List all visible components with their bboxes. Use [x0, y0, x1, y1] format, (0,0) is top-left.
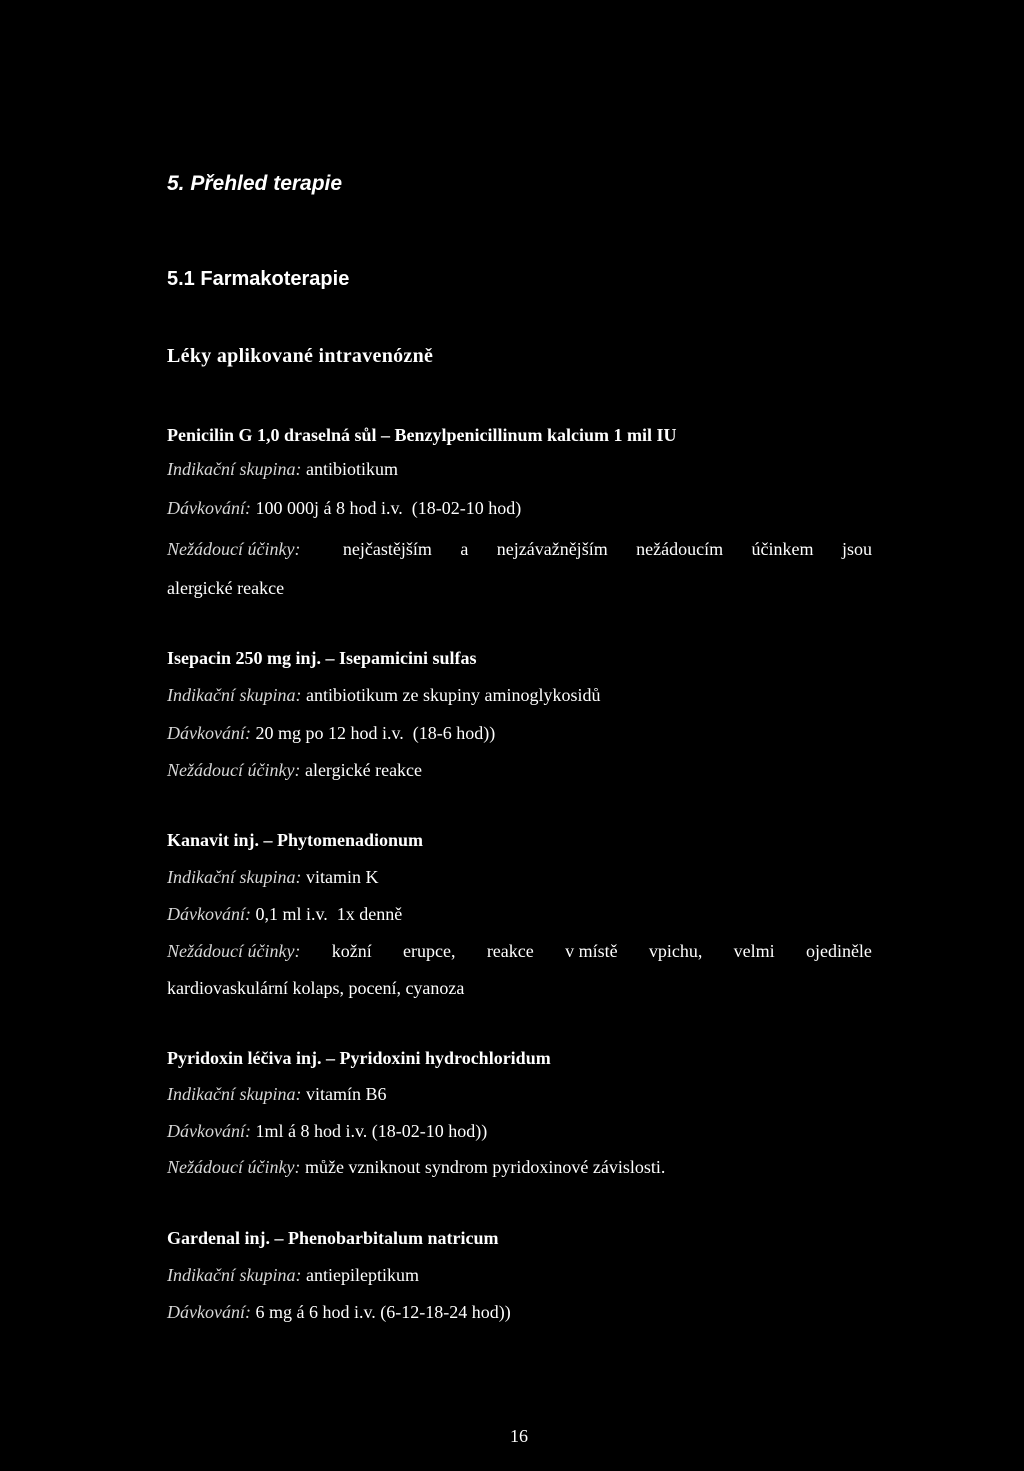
- side-effects-row: [167, 1157, 665, 1178]
- indication-label: Indikační skupina:: [167, 685, 302, 705]
- drug-indication-row: [167, 1084, 386, 1105]
- dosage-value: 6 mg á 6 hod i.v. (6-12-18-24 hod)): [255, 1302, 511, 1322]
- indication-value: antibiotikum ze skupiny aminoglykosidů: [305, 685, 601, 705]
- drug-indication-row: [167, 867, 378, 888]
- side-effects-row: [167, 760, 422, 781]
- dosage-value: 1ml á 8 hod i.v. (18-02-10 hod)): [255, 1121, 488, 1141]
- side-effects-word: kožní: [331, 941, 372, 961]
- side-effects-word: vpichu,: [648, 941, 703, 961]
- indication-label: Indikační skupina:: [167, 867, 302, 887]
- drug-indication-row: [167, 1265, 419, 1286]
- side-effects-continuation: alergické reakce: [167, 578, 285, 598]
- dosage-label: Dávkování:: [167, 1302, 251, 1322]
- drug-title-kanavit: Kanavit inj. – Phytomenadionum: [167, 830, 424, 850]
- side-effects-word: v místě: [565, 941, 618, 961]
- side-effects-value: alergické reakce: [304, 760, 423, 780]
- side-effects-word: účinkem: [751, 539, 814, 559]
- drug-dosage-row: [167, 498, 521, 519]
- side-effects-word: nežádoucím: [636, 539, 724, 559]
- indication-label: Indikační skupina:: [167, 1084, 302, 1104]
- dosage-label: Dávkování:: [167, 904, 251, 924]
- side-effects-label: Nežádoucí účinky:: [167, 941, 301, 961]
- side-effects-label: Nežádoucí účinky:: [167, 760, 301, 780]
- side-effects-word: velmi: [733, 941, 775, 961]
- indication-value: vitamín B6: [305, 1084, 387, 1104]
- side-effects-row: [167, 539, 872, 560]
- side-effects-word: erupce,: [403, 941, 456, 961]
- subsection-title: 5.1 Farmakoterapie: [167, 268, 350, 290]
- drug-dosage-row: [167, 723, 495, 744]
- dosage-label: Dávkování:: [167, 498, 251, 518]
- drug-dosage-row: [167, 1302, 511, 1323]
- drug-title-isepacin: Isepacin 250 mg inj. – Isepamicini sulfas: [167, 648, 477, 668]
- dosage-value: 0,1 ml i.v. 1x denně: [255, 904, 403, 924]
- drug-dosage-row: [167, 904, 402, 925]
- drug-indication-row: [167, 685, 600, 706]
- side-effects-row: [167, 941, 872, 962]
- indication-value: antibiotikum: [305, 459, 398, 479]
- drug-dosage-row: [167, 1121, 487, 1142]
- side-effects-label: Nežádoucí účinky:: [167, 1157, 301, 1177]
- indication-label: Indikační skupina:: [167, 1265, 302, 1285]
- side-effects-word: nejzávažnějším: [496, 539, 608, 559]
- indication-label: Indikační skupina:: [167, 459, 302, 479]
- section-title: 5. Přehled terapie: [167, 172, 343, 195]
- indication-value: antiepileptikum: [305, 1265, 419, 1285]
- side-effects-word: ojediněle: [805, 941, 872, 961]
- side-effects-label: Nežádoucí účinky:: [167, 539, 301, 559]
- drug-indication-row: [167, 459, 398, 480]
- drug-title-penicilin: Penicilin G 1,0 draselná sůl – Benzylpenicillinum kalcium 1 mil IU: [167, 425, 677, 445]
- page-number: 16: [510, 1426, 528, 1446]
- dosage-value: 100 000j á 8 hod i.v. (18-02-10 hod): [255, 498, 522, 518]
- dosage-label: Dávkování:: [167, 1121, 251, 1141]
- dosage-value: 20 mg po 12 hod i.v. (18-6 hod)): [255, 723, 496, 743]
- dosage-label: Dávkování:: [167, 723, 251, 743]
- side-effects-continuation: kardiovaskulární kolaps, pocení, cyanoza: [167, 978, 465, 998]
- side-effects-word: reakce: [486, 941, 534, 961]
- drug-title-pyridoxin: Pyridoxin léčiva inj. – Pyridoxini hydrochloridum: [167, 1048, 551, 1068]
- side-effects-value: může vzniknout syndrom pyridoxinové závislosti.: [304, 1157, 666, 1177]
- side-effects-word: jsou: [841, 539, 872, 559]
- group-title: Léky aplikované intravenózně: [167, 345, 434, 367]
- side-effects-word: a: [460, 539, 469, 559]
- indication-value: vitamin K: [305, 867, 379, 887]
- drug-title-gardenal: Gardenal inj. – Phenobarbitalum natricum: [167, 1228, 499, 1248]
- side-effects-word: nejčastějším: [342, 539, 432, 559]
